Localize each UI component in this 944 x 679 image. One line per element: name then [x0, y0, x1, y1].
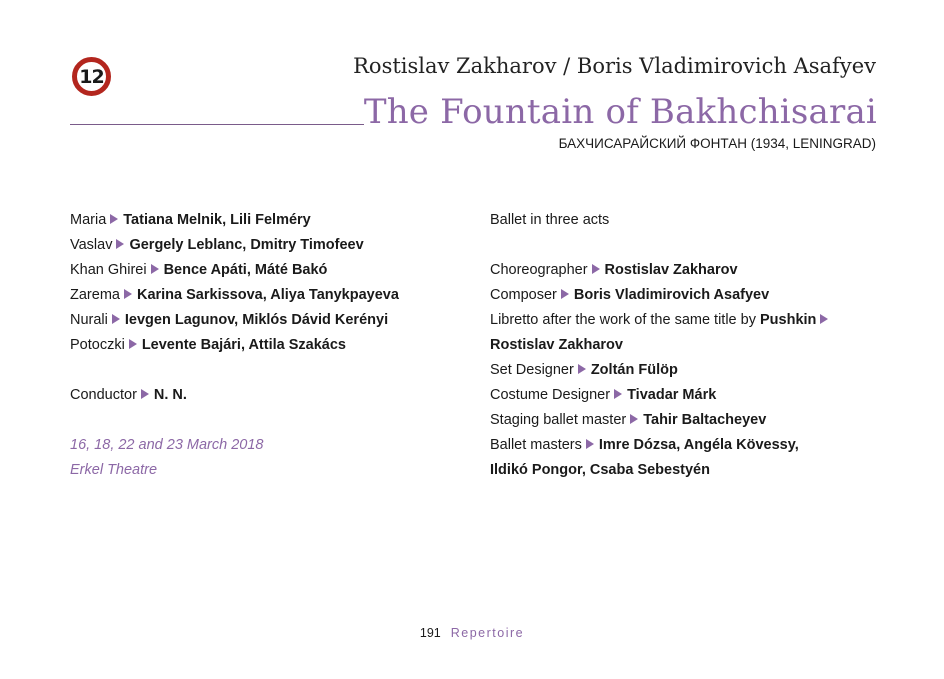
role-label: Composer [490, 287, 557, 303]
arrow-icon [630, 414, 638, 424]
arrow-icon [586, 439, 594, 449]
credit-row [490, 410, 880, 435]
role-label: Zarema [70, 287, 120, 303]
arrow-icon [116, 239, 124, 249]
role-label: Staging ballet master [490, 412, 627, 428]
libretto-source: Pushkin [760, 312, 817, 328]
role-label: Costume Designer [490, 387, 611, 403]
role-label: Khan Ghirei [70, 262, 147, 278]
performers: Gergely Leblanc, Dmitry Timofeev [129, 237, 364, 253]
arrow-icon [578, 364, 586, 374]
credit-name: Imre Dózsa, Angéla Kövessy, [598, 437, 799, 453]
performers: N. N. [153, 387, 187, 403]
performance-dates: 16, 18, 22 and 23 March 2018 [70, 437, 264, 453]
role-label: Nurali [70, 312, 108, 328]
cast-row [70, 260, 470, 285]
cast-column [70, 210, 470, 485]
arrow-icon [820, 314, 828, 324]
section-name: Repertoire [450, 626, 525, 640]
arrow-icon [124, 289, 132, 299]
credit-name: Zoltán Fülöp [590, 362, 678, 378]
credit-row [490, 385, 880, 410]
age-rating-number: 12 [79, 65, 104, 88]
page-footer [0, 626, 944, 640]
title-rule [70, 124, 364, 125]
credit-row [490, 260, 880, 285]
performers: Bence Apáti, Máté Bakó [163, 262, 328, 278]
role-label: Conductor [70, 387, 137, 403]
role-label: Maria [70, 212, 107, 228]
role-label: Vaslav [70, 237, 113, 253]
performers: Ievgen Lagunov, Miklós Dávid Kerényi [124, 312, 389, 328]
credit-row [490, 460, 880, 485]
arrow-icon [141, 389, 149, 399]
age-rating-badge [72, 57, 111, 96]
ballet-description: Ballet in three acts [490, 212, 610, 228]
credits-column [490, 210, 880, 485]
authors-heading: Rostislav Zakharov / Boris Vladimirovich Asafyev [353, 54, 876, 78]
cast-row [70, 285, 470, 310]
page-number: 191 [419, 626, 441, 640]
credit-name: Tivadar Márk [627, 387, 717, 403]
credit-name: Rostislav Zakharov [490, 337, 623, 353]
role-label: Set Designer [490, 362, 574, 378]
cast-row [70, 235, 470, 260]
page-title: The Fountain of Bakhchisarai [363, 92, 877, 132]
original-title: БАХЧИСАРАЙСКИЙ ФОНТАН (1934, LENINGRAD) [558, 136, 876, 151]
arrow-icon [151, 264, 159, 274]
credit-row [490, 310, 880, 335]
cast-row [70, 335, 470, 360]
cast-row [70, 210, 470, 235]
arrow-icon [129, 339, 137, 349]
cast-row [70, 310, 470, 335]
arrow-icon [614, 389, 622, 399]
arrow-icon [592, 264, 600, 274]
performers: Karina Sarkissova, Aliya Tanykpayeva [136, 287, 399, 303]
role-label: Choreographer [490, 262, 588, 278]
credit-name: Ildikó Pongor, Csaba Sebestyén [490, 462, 710, 478]
performance-venue: Erkel Theatre [70, 462, 158, 478]
conductor-row [70, 385, 470, 410]
arrow-icon [110, 214, 118, 224]
credit-row [490, 285, 880, 310]
role-label: Libretto after the work of the same title by [490, 312, 756, 328]
performers: Levente Bajári, Attila Szakács [141, 337, 346, 353]
credit-row [490, 360, 880, 385]
credit-row [490, 435, 880, 460]
arrow-icon [112, 314, 120, 324]
role-label: Ballet masters [490, 437, 582, 453]
performers: Tatiana Melnik, Lili Felméry [123, 212, 311, 228]
role-label: Potoczki [70, 337, 125, 353]
credit-name: Boris Vladimirovich Asafyev [573, 287, 770, 303]
arrow-icon [561, 289, 569, 299]
credit-name: Rostislav Zakharov [604, 262, 738, 278]
credit-name: Tahir Baltacheyev [643, 412, 767, 428]
credit-row [490, 335, 880, 360]
